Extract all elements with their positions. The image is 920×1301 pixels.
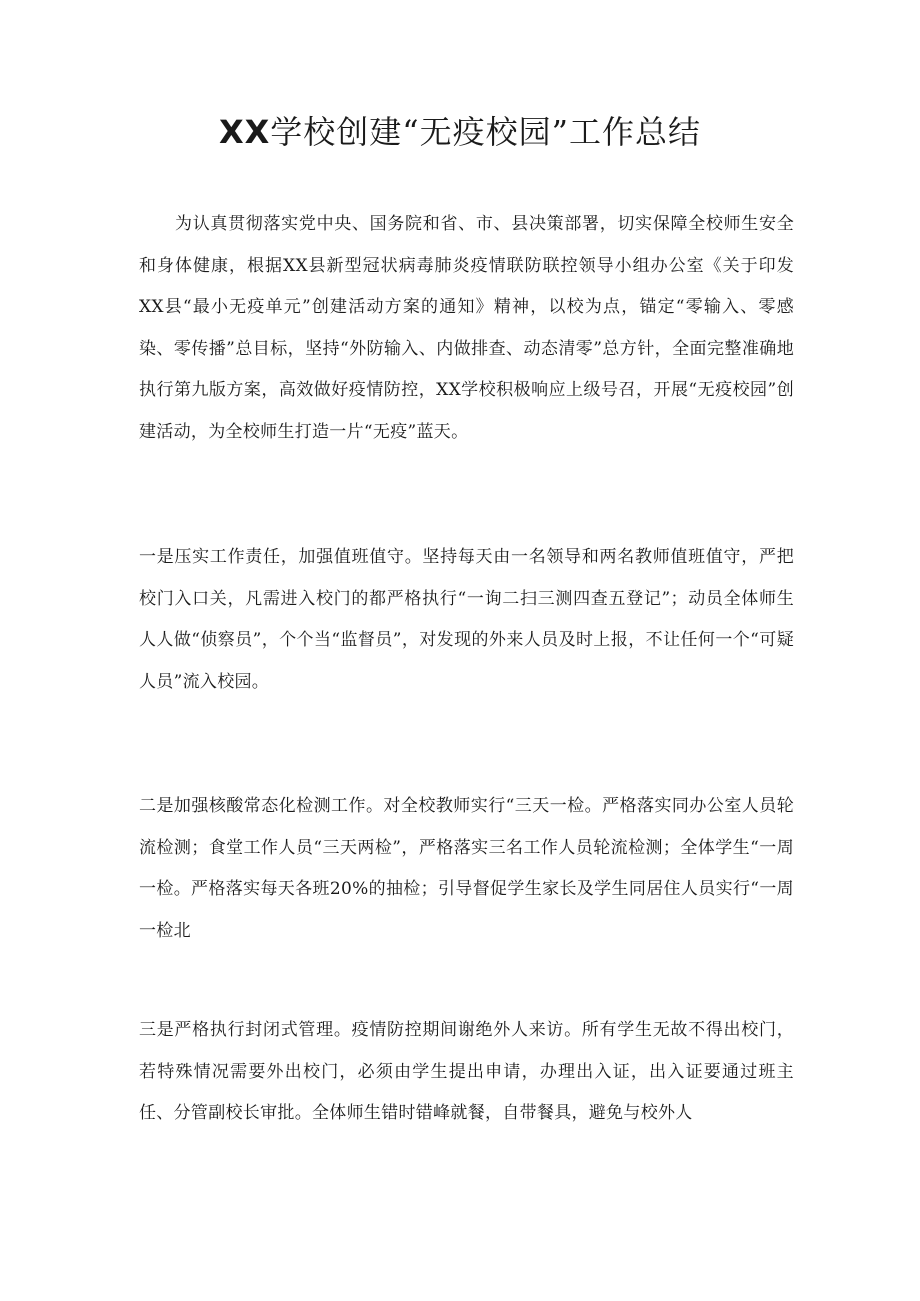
title-prefix: XX [218,113,271,151]
paragraph-two: 二是加强核酸常态化检测工作。对全校教师实行“三天一检。严格落实同办公室人员轮流检测；食堂工作人员“三天两检”，严格落实三名工作人员轮流检测；全体学生“一周一检。严格落实每天各班20%的抽检；引导督促学生家长及学生同居住人员实行“一周一检北 [139,796,794,941]
paragraph-three: 三是严格执行封闭式管理。疫情防控期间谢绝外人来访。所有学生无故不得出校门，若特殊情况需要外出校门，必须由学生提出申请，办理出入证，出入证要通过班主任、分管副校长审批。全体师生错时错峰就餐，自带餐具，避免与校外人 [139,1020,794,1123]
paragraph-one: 一是压实工作责任，加强值班值守。坚持每天由一名领导和两名教师值班值守，严把校门入口关，凡需进入校门的都严格执行“一询二扫三测四查五登记”；动员全体师生人人做“侦察员”，个个当“监督员”，对发现的外来人员及时上报，不让任何一个“可疑人员”流入校园。 [139,547,794,692]
document-title [0,108,920,156]
title-text: 学校创建“无疫校园”工作总结 [270,113,702,151]
paragraph-intro: 为认真贯彻落实党中央、国务院和省、市、县决策部署，切实保障全校师生安全和身体健康，根据XX县新型冠状病毒肺炎疫情联防联控领导小组办公室《关于印发XX县“最小无疫单元”创建活动方案的通知》精神，以校为点，锚定“零输入、零感染、零传播”总目标，坚持“外防输入、内做排查、动态清零”总方针，全面完整准确地执行第九版方案，高效做好疫情防控，XX学校积极响应上级号召，开展“无疫校园”创建活动，为全校师生打造一片“无疫”蓝天。 [139,214,794,442]
